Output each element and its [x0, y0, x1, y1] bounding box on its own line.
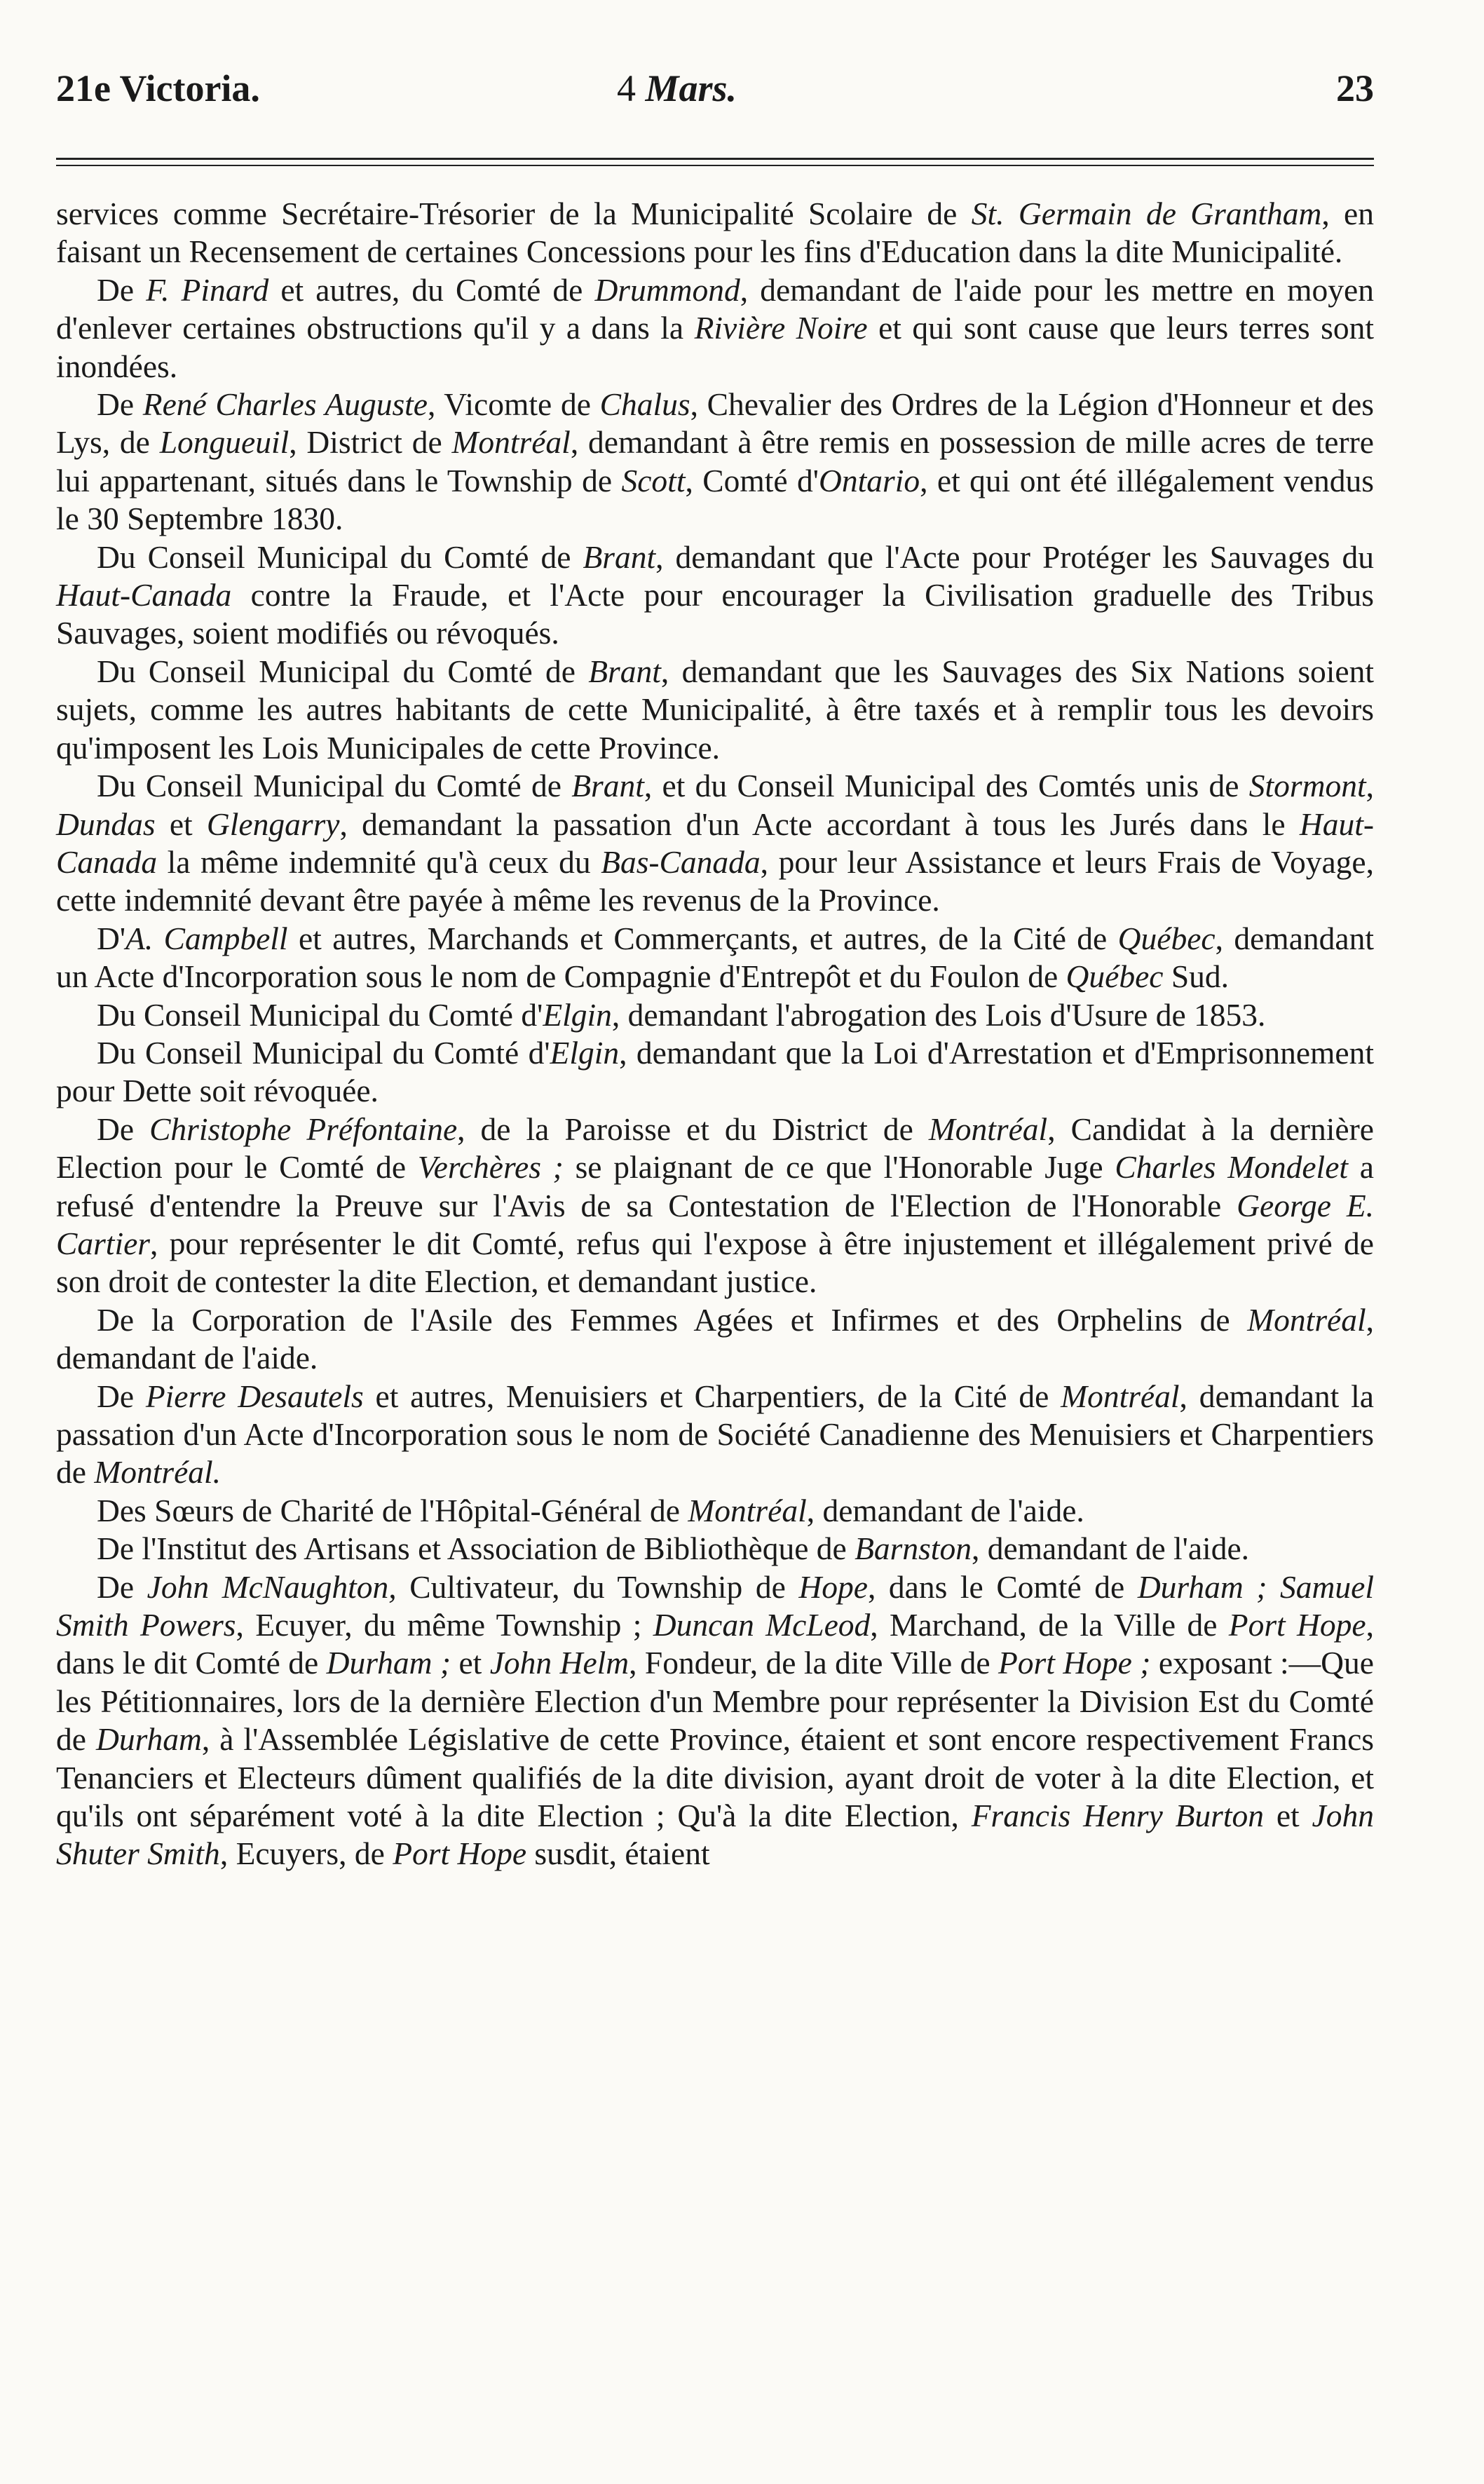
italic-run: Christophe Préfontaine — [149, 1111, 458, 1147]
paragraph — [56, 1530, 1374, 1568]
text-run: D' — [97, 920, 126, 956]
italic-run: Durham ; Samuel Smith Powers — [56, 1568, 1374, 1643]
italic-run: Brant — [571, 768, 644, 804]
text-run: services comme Secrétaire-Trésorier de la Municipalité Scolaire de — [56, 196, 972, 231]
italic-run: Bas-Canada — [601, 843, 761, 880]
italic-run: Montréal — [1247, 1301, 1366, 1338]
text-run: et — [1264, 1798, 1312, 1834]
italic-run: René Charles Auguste — [142, 386, 428, 423]
paragraph — [56, 767, 1374, 920]
text-run: , — [1366, 768, 1374, 804]
text-run: susdit, étaient — [526, 1835, 710, 1872]
text-run: Du Conseil Municipal du Comté d' — [97, 1034, 550, 1071]
text-run: , en faisant un Recensement de certaines Concessions pour les fins d'Education dans la dite Municipalité. — [56, 196, 1374, 270]
paragraph — [56, 1111, 1374, 1301]
italic-run: Charles Mondelet — [1115, 1149, 1349, 1186]
italic-run: Hope — [798, 1568, 868, 1605]
italic-run: A. Campbell — [125, 920, 288, 956]
text-run: et qui sont cause que leurs terres sont inondées. — [56, 310, 1374, 384]
italic-run: Montréal. — [94, 1454, 222, 1491]
italic-run: Dundas — [56, 806, 156, 842]
text-run: , Ecuyer, du même Township ; — [236, 1607, 653, 1643]
text-run: De — [97, 1568, 147, 1605]
italic-run: George E. Cartier — [56, 1187, 1375, 1261]
text-run: contre la Fraude, et l'Acte pour encourager la Civilisation graduelle des Tribus Sauvages, soient modifiés ou révoqués. — [56, 577, 1374, 651]
text-run: et — [155, 806, 207, 842]
text-run: , pour leur Assistance et leurs Frais de Voyage, cette indemnité devant être payée à même les revenus de la Province. — [56, 843, 1375, 918]
text-run: , Fondeur, de la dite Ville de — [629, 1645, 999, 1681]
header-rule-bottom — [56, 165, 1374, 166]
italic-run: Québec — [1117, 920, 1216, 956]
text-run: et autres, Marchands et Commerçants, et autres, de la Cité de — [287, 920, 1118, 956]
italic-run: John Shuter Smith — [56, 1798, 1374, 1872]
italic-run: Québec — [1066, 958, 1164, 995]
italic-run: Elgin — [543, 996, 612, 1033]
running-header — [56, 67, 1374, 116]
italic-run: F. Pinard — [146, 271, 269, 308]
header-rule-top — [56, 158, 1374, 160]
paragraph — [56, 653, 1374, 767]
italic-run: Montréal — [928, 1111, 1048, 1147]
italic-run: Chalus — [599, 386, 690, 423]
italic-run: Montréal — [1061, 1378, 1180, 1414]
text-run: , Chevalier des Ordres de la Légion d'Honneur et des Lys, de — [56, 386, 1375, 461]
header-day: 4 — [617, 67, 636, 109]
text-run: , demandant la passation d'un Acte accordant à tous les Jurés dans le — [339, 806, 1300, 842]
italic-run: Port Hope — [393, 1835, 527, 1872]
text-run: Du Conseil Municipal du Comté de — [97, 768, 572, 804]
paragraph — [56, 920, 1374, 996]
header-session: 21e Victoria. — [56, 67, 260, 109]
text-run: , demandant que l'Acte pour Protéger les Sauvages du — [655, 538, 1375, 575]
paragraph — [56, 1378, 1374, 1492]
text-run: , à l'Assemblée Législative de cette Province, étaient et sont encore respectivement Francs Tenanciers et Electeurs dûment qualifiés de la dite division, ayant droit de voter à la dite Election, et qu'ils ont séparément voté à la dite Election ; Qu'à la dite Election, — [56, 1721, 1374, 1834]
text-run: De — [97, 1111, 150, 1147]
text-run: , et du Conseil Municipal des Comtés unis de — [644, 768, 1249, 804]
text-run: , demandant de l'aide. — [806, 1492, 1084, 1528]
page-number: 23 — [1336, 67, 1374, 109]
text-run: , District de — [289, 424, 452, 461]
text-run: et autres, Menuisiers et Charpentiers, de la Cité de — [363, 1378, 1061, 1414]
text-run: , Ecuyers, de — [219, 1835, 393, 1872]
italic-run: Durham ; — [326, 1645, 451, 1681]
italic-run: Verchères ; — [417, 1149, 564, 1186]
text-run: , demandant de l'aide pour les mettre en moyen d'enlever certaines obstructions qu'il y a dans la — [56, 271, 1374, 346]
text-run: , de la Paroisse et du District de — [457, 1111, 929, 1147]
text-run: Des Sœurs de Charité de l'Hôpital-Général de — [97, 1492, 688, 1528]
text-run: a refusé d'entendre la Preuve sur l'Avis de sa Contestation de l'Election de l'Honorable — [56, 1149, 1374, 1223]
text-run: , Comté d' — [685, 462, 819, 498]
text-run: et autres, du Comté de — [268, 271, 595, 308]
header-month: Mars. — [645, 67, 737, 109]
paragraph — [56, 996, 1374, 1034]
paragraph — [56, 195, 1374, 271]
header-date — [617, 67, 737, 110]
text-run: , demandant de l'aide. — [56, 1301, 1374, 1376]
paragraph — [56, 1568, 1374, 1873]
text-run: De — [97, 386, 143, 423]
italic-run: Montréal — [688, 1492, 807, 1528]
italic-run: Francis Henry Burton — [971, 1798, 1265, 1834]
text-run: De la Corporation de l'Asile des Femmes Agées et Infirmes et des Orphelins de — [97, 1301, 1248, 1338]
text-run: , demandant à être remis en possession de mille acres de terre lui appartenant, situés dans le Township de — [56, 424, 1374, 498]
italic-run: St. Germain de Grantham — [971, 196, 1322, 231]
italic-run: John McNaughton, — [147, 1568, 397, 1605]
text-run: , demandant un Acte d'Incorporation sous le nom de Compagnie d'Entrepôt et du Foulon de — [56, 920, 1374, 995]
text-run: Cultivateur, du Township de — [396, 1568, 799, 1605]
paragraph — [56, 271, 1374, 386]
italic-run: Montréal — [451, 424, 571, 461]
text-run: De l'Institut des Artisans et Association de Bibliothèque de — [97, 1531, 855, 1567]
text-run: , et qui ont été illégalement vendus le 30 Septembre 1830. — [56, 462, 1374, 537]
italic-run: Port Hope ; — [998, 1645, 1151, 1681]
text-run: , pour représenter le dit Comté, refus qui l'expose à être injustement et illégalement privé de son droit de contester la dite Election, et demandant justice. — [56, 1225, 1374, 1300]
text-run: , demandant de l'aide. — [971, 1531, 1250, 1567]
italic-run: Scott — [621, 462, 686, 498]
text-run: Sud. — [1163, 958, 1230, 995]
document-body — [56, 195, 1374, 1873]
italic-run: Elgin — [550, 1034, 620, 1071]
italic-run: Pierre Desautels — [145, 1378, 364, 1414]
paragraph — [56, 386, 1374, 538]
text-run: exposant :—Que les Pétitionnaires, lors de la dernière Election d'un Membre pour représenter la Division Est du Comté de — [56, 1645, 1374, 1758]
text-run: , demandant que la Loi d'Arrestation et d'Emprisonnement pour Dette soit révoquée. — [56, 1034, 1375, 1109]
paragraph — [56, 1492, 1374, 1530]
italic-run: Ontario — [818, 462, 920, 498]
text-run: De — [97, 271, 147, 308]
text-run: , demandant l'abrogation des Lois d'Usure de 1853. — [611, 996, 1266, 1033]
text-run: la même indemnité qu'à ceux du — [157, 843, 601, 880]
text-run: , demandant la passation d'un Acte d'Incorporation sous le nom de Société Canadienne des Menuisiers et Charpentiers de — [56, 1378, 1374, 1491]
italic-run: Drummond — [594, 271, 740, 308]
text-run: , Marchand, de la Ville de — [870, 1607, 1229, 1643]
italic-run: Brant — [588, 653, 661, 689]
text-run: , Vicomte de — [428, 386, 600, 423]
text-run: , dans le Comté de — [867, 1568, 1138, 1605]
italic-run: Rivière Noire — [694, 310, 868, 346]
italic-run: Durham — [95, 1721, 202, 1758]
text-run: Du Conseil Municipal du Comté de — [97, 653, 589, 689]
text-run: Du Conseil Municipal du Comté d' — [97, 996, 543, 1033]
text-run: , Candidat à la dernière Election pour le Comté de — [56, 1111, 1374, 1186]
text-run: Du Conseil Municipal du Comté de — [97, 538, 583, 575]
italic-run: Port Hope — [1228, 1607, 1366, 1643]
italic-run: Haut-Canada — [56, 577, 232, 613]
text-run: , dans le dit Comté de — [56, 1607, 1374, 1681]
italic-run: Barnston — [855, 1531, 972, 1567]
paragraph — [56, 1034, 1374, 1111]
paragraph — [56, 538, 1374, 653]
text-run: se plaignant de ce que l'Honorable Juge — [563, 1149, 1115, 1186]
italic-run: Brant — [583, 538, 656, 575]
italic-run: Longueuil — [159, 424, 290, 461]
italic-run: Glengarry — [206, 806, 340, 842]
italic-run: John Helm — [489, 1645, 629, 1681]
italic-run: Haut-Canada — [56, 806, 1375, 880]
paragraph — [56, 1301, 1374, 1378]
italic-run: Duncan McLeod — [653, 1607, 871, 1643]
text-run: et — [451, 1645, 490, 1681]
text-run: , demandant que les Sauvages des Six Nations soient sujets, comme les autres habitants de cette Municipalité, à être taxés et à remplir tous les devoirs qu'imposent les Lois Municipales de cette Province. — [56, 653, 1375, 766]
text-run: De — [97, 1378, 146, 1414]
italic-run: Stormont — [1248, 768, 1366, 804]
